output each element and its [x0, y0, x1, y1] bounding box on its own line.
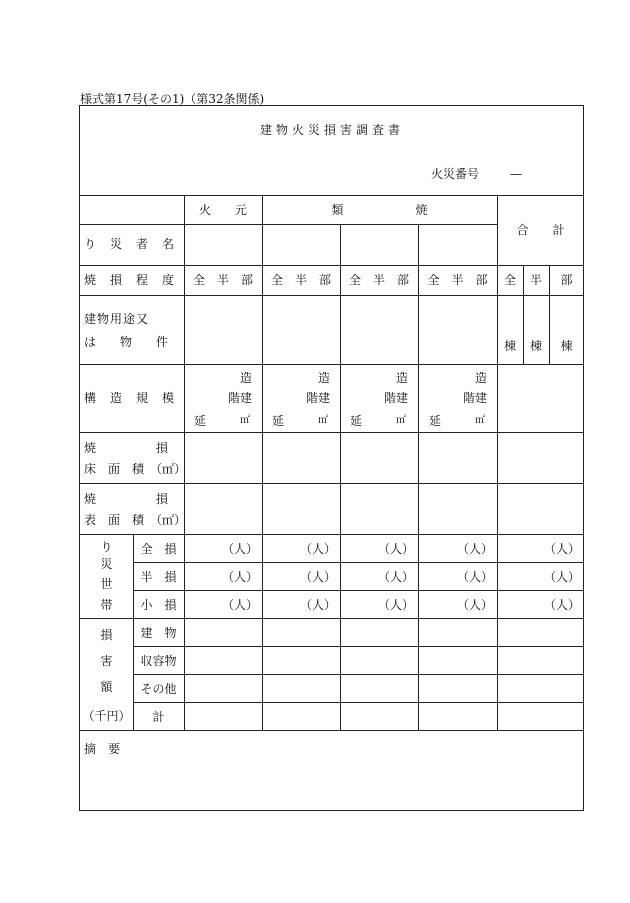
- grid-line: [80, 364, 584, 365]
- zou-unit: 造: [475, 371, 488, 385]
- kaidate-unit: 階建: [384, 391, 409, 405]
- total-bu: 部: [560, 273, 573, 287]
- surface-area-label-line2: 表 面 積 （㎡）: [84, 513, 187, 527]
- household-char: 帯: [100, 598, 113, 612]
- grid-line: [133, 702, 584, 703]
- floor-area-label-line1: 焼 損: [84, 441, 169, 455]
- damage-char: 額: [100, 680, 113, 694]
- grid-line: [80, 432, 584, 433]
- persons-unit: （人）: [221, 542, 258, 556]
- kaidate-unit: 階建: [306, 391, 331, 405]
- grid-line: [133, 590, 584, 591]
- persons-unit: （人）: [221, 570, 258, 584]
- form-number-label: 様式第17号(その1)（第32条関係): [80, 92, 265, 106]
- persons-unit: （人）: [377, 542, 414, 556]
- grid-line: [133, 646, 584, 647]
- grid-line: [80, 224, 497, 225]
- mune-unit: 棟: [503, 339, 516, 353]
- damage-item-other: その他: [140, 682, 177, 696]
- persons-unit: （人）: [377, 598, 414, 612]
- grid-line: [80, 265, 584, 266]
- grid-line: [80, 730, 584, 731]
- damage-item-contents: 収容物: [140, 654, 177, 668]
- sqm-unit: ㎡: [318, 415, 328, 426]
- persons-unit: （人）: [377, 570, 414, 584]
- damage-survey-form: [79, 105, 584, 811]
- zou-unit: 造: [318, 371, 331, 385]
- sqm-unit: ㎡: [475, 415, 485, 426]
- nobe-label: 延: [429, 414, 442, 428]
- kaidate-unit: 階建: [228, 391, 253, 405]
- floor-area-label-line2: 床 面 積 （㎡）: [84, 462, 187, 476]
- thousand-yen-label: （千円）: [82, 709, 131, 723]
- structure-label: 構 造 規 模: [84, 391, 176, 405]
- form-title: 建物火災損害調査書: [259, 123, 404, 137]
- household-char: 災: [100, 557, 113, 571]
- household-char: 世: [100, 577, 113, 591]
- persons-unit: （人）: [456, 570, 493, 584]
- fire-number-label: 火災番号: [431, 167, 480, 181]
- persons-unit: （人）: [456, 598, 493, 612]
- mune-unit: 棟: [560, 339, 573, 353]
- risai-name-label: り 災 者 名: [84, 237, 176, 251]
- nobe-label: 延: [194, 414, 207, 428]
- damage-item-building: 建 物: [140, 626, 177, 640]
- household-type-full: 全 損: [140, 542, 177, 556]
- damage-char: 害: [100, 654, 113, 668]
- grid-line: [133, 562, 584, 563]
- damage-options: 全 半 部: [348, 273, 409, 287]
- grid-line: [340, 224, 341, 730]
- surface-area-label-line1: 焼 損: [84, 492, 169, 506]
- usage-label-line1: 建物用途又: [84, 312, 150, 326]
- grid-line: [80, 618, 584, 619]
- damage-options: 全 半 部: [192, 273, 253, 287]
- household-type-small: 小 損: [140, 598, 177, 612]
- damage-item-total: 計: [152, 710, 165, 724]
- zou-unit: 造: [240, 371, 253, 385]
- total-zen: 全: [503, 273, 516, 287]
- header-total: 合 計: [516, 223, 565, 237]
- damage-char: 損: [100, 628, 113, 642]
- damage-degree-label: 焼 損 程 度: [84, 273, 176, 287]
- usage-label-line2: は 物 件: [84, 335, 169, 349]
- grid-line: [80, 295, 584, 296]
- grid-line: [418, 224, 419, 730]
- kaidate-unit: 階建: [463, 391, 488, 405]
- damage-options: 全 半 部: [270, 273, 331, 287]
- grid-line: [80, 195, 584, 196]
- persons-unit: （人）: [221, 598, 258, 612]
- total-han: 半: [529, 273, 542, 287]
- sqm-unit: ㎡: [240, 415, 250, 426]
- zou-unit: 造: [396, 371, 409, 385]
- grid-line: [133, 674, 584, 675]
- household-char: り: [100, 540, 113, 554]
- nobe-label: 延: [350, 414, 363, 428]
- fire-number-value: —: [510, 167, 522, 181]
- household-type-half: 半 損: [140, 570, 177, 584]
- persons-unit: （人）: [543, 542, 580, 556]
- persons-unit: （人）: [543, 570, 580, 584]
- persons-unit: （人）: [299, 598, 336, 612]
- summary-label: 摘 要: [84, 742, 121, 756]
- nobe-label: 延: [272, 414, 285, 428]
- mune-unit: 棟: [529, 339, 542, 353]
- persons-unit: （人）: [299, 570, 336, 584]
- persons-unit: （人）: [456, 542, 493, 556]
- header-hikimoto: 火 元: [198, 203, 247, 217]
- persons-unit: （人）: [299, 542, 336, 556]
- sqm-unit: ㎡: [396, 415, 406, 426]
- persons-unit: （人）: [543, 598, 580, 612]
- damage-options: 全 半 部: [427, 273, 488, 287]
- grid-line: [80, 534, 584, 535]
- grid-line: [80, 483, 584, 484]
- header-ruishou: 類 焼: [331, 203, 428, 217]
